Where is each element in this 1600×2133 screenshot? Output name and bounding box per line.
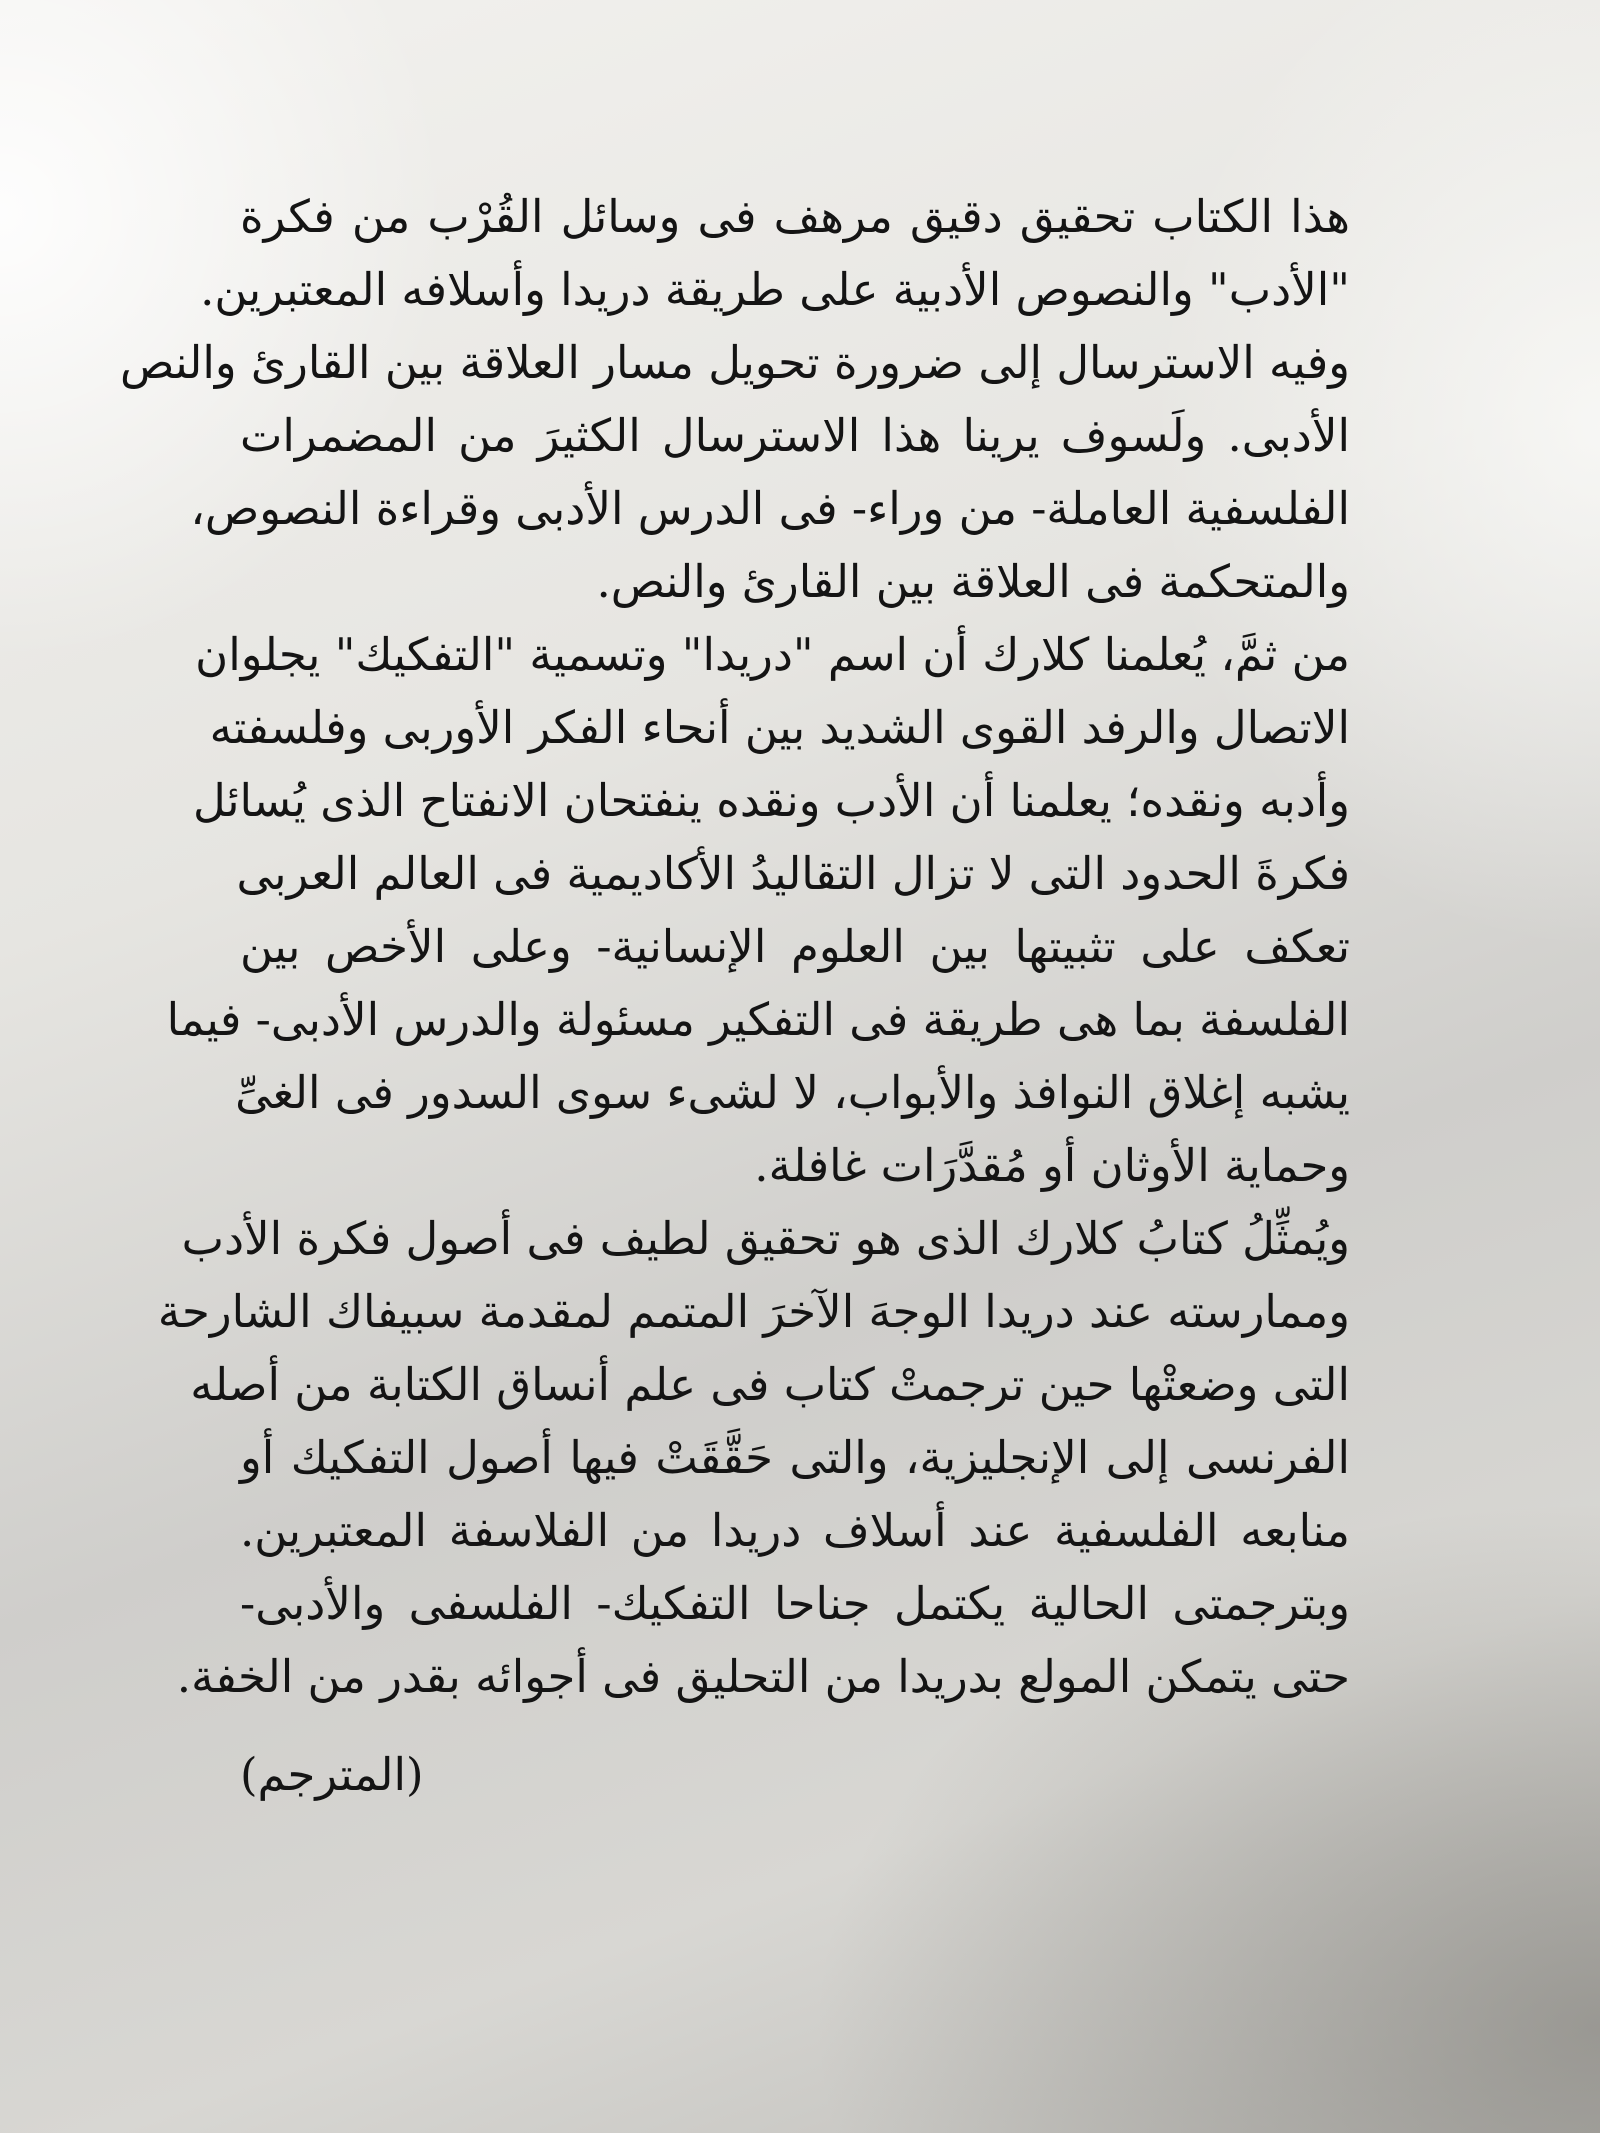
text-line: وبترجمتى الحالية يكتمل جناحا التفكيك- الفلسفى والأدبى-	[240, 1577, 1350, 1630]
translator-preface-text	[119, 180, 1350, 1713]
text-line: منابعه الفلسفية عند أسلاف دريدا من الفلاسفة المعتبرين.	[240, 1504, 1350, 1557]
translator-signature: (المترجم)	[240, 1748, 424, 1801]
text-line: حتى يتمكن المولع بدريدا من التحليق فى أجوائه بقدر من الخفة.	[176, 1650, 1350, 1703]
text-line: التى وضعتْها حين ترجمتْ كتاب فى علم أنساق الكتابة من أصله	[190, 1358, 1350, 1411]
text-line: وأدبه ونقده؛ يعلمنا أن الأدب ونقده ينفتحان الانفتاح الذى يُسائل	[192, 774, 1350, 827]
text-line: يشبه إغلاق النوافذ والأبواب، لا لشىء سوى السدور فى الغىِّ	[235, 1066, 1350, 1119]
text-line: "الأدب" والنصوص الأدبية على طريقة دريدا وأسلافه المعتبرين.	[200, 263, 1350, 316]
text-line: الفرنسى إلى الإنجليزية، والتى حَقَّقَتْ فيها أصول التفكيك أو	[240, 1431, 1350, 1484]
text-line: وممارسته عند دريدا الوجهَ الآخرَ المتمم لمقدمة سبيفاك الشارحة	[157, 1285, 1350, 1338]
text-line: الفلسفة بما هى طريقة فى التفكير مسئولة والدرس الأدبى- فيما	[166, 993, 1350, 1046]
text-line: والمتحكمة فى العلاقة بين القارئ والنص.	[596, 555, 1350, 608]
text-line: الفلسفية العاملة- من وراء- فى الدرس الأدبى وقراءة النصوص،	[190, 482, 1350, 535]
text-line: الأدبى. ولَسوف يرينا هذا الاسترسال الكثيرَ من المضمرات	[240, 409, 1350, 462]
text-line: ويُمثِّلُ كتابُ كلارك الذى هو تحقيق لطيف فى أصول فكرة الأدب	[181, 1212, 1350, 1265]
text-line: فكرةَ الحدود التى لا تزال التقاليدُ الأكاديمية فى العالم العربى	[236, 847, 1350, 900]
text-line: هذا الكتاب تحقيق دقيق مرهف فى وسائل القُرْب من فكرة	[240, 190, 1350, 243]
text-line: الاتصال والرفد القوى الشديد بين أنحاء الفكر الأوربى وفلسفته	[209, 701, 1350, 754]
text-line: وحماية الأوثان أو مُقدَّرَات غافلة.	[754, 1139, 1350, 1192]
text-line: من ثمَّ، يُعلمنا كلارك أن اسم "دريدا" وتسمية "التفكيك" يجلوان	[195, 628, 1350, 681]
text-line: تعكف على تثبيتها بين العلوم الإنسانية- وعلى الأخص بين	[240, 920, 1350, 973]
text-line: وفيه الاسترسال إلى ضرورة تحويل مسار العلاقة بين القارئ والنص	[119, 336, 1350, 389]
